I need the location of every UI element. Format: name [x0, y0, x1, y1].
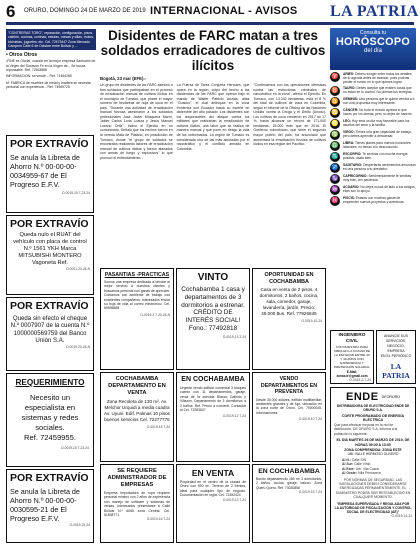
ad-body: Urgente vendo edificio comercial 3 bloques cuento con 11 departamentos, garaje, cerca de la avenida Blanco Galindo y Villazón. Departamento de 3 dormitorios a 2 baños. Ref. Precio a convenir. Contactar al Cel. 72283847 — [180, 386, 246, 413]
street-name: Villa Primavera — [357, 471, 381, 476]
ad-ref: O-0001-23-24-N — [65, 266, 90, 271]
lost-notice-title: POR EXTRAVÍO — [10, 138, 89, 150]
sign-name: LIBRA: — [343, 140, 355, 145]
lost-notice-box — [6, 469, 94, 543]
ad-ref: O-0019-13 2-24 — [222, 334, 246, 339]
street-dir: Al Este: — [342, 466, 355, 471]
ende-streets — [342, 458, 412, 476]
requirement-box — [6, 373, 94, 467]
ad-ref: O-0019-23-24 — [69, 522, 90, 527]
requirement-title: REQUERIMIENTO — [15, 378, 85, 387]
lost-notice-body: Queda nulo el RUAT del vehículo con placa de control N.º 1561 YKH Marca MITSUBISHI MONTERO Vagoneta Ref. — [13, 231, 87, 266]
ad-title: VENDO DEPARTAMENTOS EN PREVENTA — [260, 376, 318, 395]
lost-notice-title: POR EXTRAVÍO — [10, 218, 89, 230]
sign-text: Una persona que te quiere vendrá a ti con una propuesta muy interesante. — [343, 96, 415, 105]
street-name: Urb. Vila Cusuri — [355, 466, 380, 471]
ende-footer: POR NORMAS DE SEGURIDAD, LAS INSTALACIONES DEBEN CONSIDERARSE ENERGIZADAS PERMANENTEMENTE. EL SUMINISTRO PODRÁ SER RESTABLECIDO EN CUALQUIER MOMENTO. — [335, 477, 411, 500]
lost-notice-body: Se anula la Libreta de Ahorro N.º 00-00-00-0030595-21 de El Progreso E.F.V. — [10, 486, 80, 523]
ende-logo-text: ENDE — [346, 391, 379, 403]
horoscope-banner-bottom: del día — [363, 48, 382, 54]
article-dateline: Bogotá, 23 mar (EFE).- — [100, 76, 147, 81]
classified-ad: INFORMACION: se vende... Ref. 71464285 — [6, 74, 72, 79]
street-dir: Al Sur: — [342, 462, 354, 467]
ad-body: Somos una empresa dedicada a brindar el mejor servicio a nuestros clientes y buscamos personal con ganas de aprender. Contamos con ambiente de trabajo con excelentes compañeros. Interesados enviar su hoja de vida al correo electrónico. Cel. 69595888 — [104, 280, 170, 311]
ad-ref: O-0019-2-7-24 — [349, 378, 371, 382]
lost-notice-box — [6, 135, 94, 213]
horoscope-banner — [330, 28, 416, 70]
lost-notice-title: POR EXTRAVÍO — [10, 472, 89, 484]
ende-intro: Que para efectuar mejoras en la red de distribución, DE ORURO S.A. informa a la población lo siguiente: — [334, 423, 398, 436]
aquarius-icon: ♒ — [331, 186, 339, 193]
libra-icon: ♎ — [331, 142, 339, 149]
job-ad-engineer — [330, 330, 374, 384]
article-column: Un grupo de disidentes de las FARC asesinó a tres soldados que participaban en el proceso de erradicación manual de cultivos ilícitos en el municipio de Tumaco, que posee el mayor número de hectáreas de hoja de coca en el país. "Durante una actividad de erradicación manual forzosa asesinaron a los soldados profesionales José Javier Mosquera Marín, Jaider Carlos Luna Loaiza y Jesús Manuel Lozano Ortiz", indicó el Ejército en un comunicado. Señaló que los hechos fueron en la vereda Mata de Plátano, en jurisdicción de Tumaco, donde "el grupo de soldados se encontraba realizando labores de erradicación manual de cultivos ilícitos y fueron atacados con armas de fuego y explosivos" lo que provocó el enfrentamiento. — [100, 83, 173, 160]
horoscope-sign — [330, 72, 416, 85]
scorpio-icon: ♏ — [331, 153, 339, 160]
ad-body: Cochabamba 1 casa y departamentos de 3 dormitorios a estrenar. CRÉDITO DE INTERÉS SOCIAL! Fono.: 77492818 — [181, 286, 245, 332]
sign-text: Debes aceptar que existen cosas que no están en tu control. No pierdas tus energías. — [343, 85, 413, 94]
ad-ref: O-0019-15 7-23-24 — [60, 446, 89, 450]
ad-title: VINTO — [197, 272, 229, 283]
horoscope-sign — [330, 174, 416, 184]
horoscope-sign — [330, 108, 416, 118]
classifieds-top — [6, 29, 96, 133]
ad-body: Desde 30.000 dólares, edificio multifamiliar, ambientes grandes y de lujo, ubicación en la zona norte de Oruro. Cel. 70000045. Informaciones. — [256, 397, 322, 415]
lost-notice-box — [6, 297, 94, 371]
ende-slogan: "EMPRESA SUPERVISADA Y REGULADA POR LA AUTORIDAD DE FISCALIZACIÓN Y CONTROL SOCIAL DE ELECTRICIDAD (AE)" — [334, 501, 412, 515]
lost-notice-body: Se anula la Libreta de Ahorro N.º 00-00-00-0034959-67 de El Progreso E.F.V. — [10, 152, 80, 189]
sign-text: Sentimentalmente te sentirás muy bien, ten paciencia. — [343, 173, 412, 182]
advertise-brand: LA PATRIA — [382, 362, 410, 380]
street-name: Calle Vinto — [354, 462, 371, 467]
classified-box — [176, 464, 250, 543]
taurus-icon: ♉ — [331, 87, 339, 94]
ad-body: Empresa importadora de ropa requiere personal mínimo con 2 años de experiencia con manejo de software y sistemas de ventas. Interesados presentarse a Calle Bolívar N.º 6066 zona Central. Cel. 61838771 — [104, 491, 170, 518]
advertise-box — [376, 330, 416, 384]
street-dir: Al Oeste: — [342, 471, 357, 476]
classified-ad: "CONTRERAS TORO", reparación, configuración, pisos, calefón, cocinas, cortinas, estufas, mesas y sillas, motos, bicicletas, juguetes, etc. Cel. 72473447 Zona Mercado Campero Calle 6 de Octubre entre Bolívar y ... — [6, 29, 96, 50]
horoscope-signs-list — [330, 72, 416, 206]
classified-box — [100, 372, 174, 462]
classified-box — [252, 268, 326, 370]
advertise-line: NEGOCIO, EMPRESA — [387, 344, 405, 353]
ende-date: EL DÍA MARTES 26 DE MARZO DE 2019, DE HORAS 09:00 A 13:00 — [336, 438, 410, 447]
newspaper-logo: LA PATRIA — [330, 3, 419, 20]
ende-notice-title: CORTE PROGRAMADO DE ENERGÍA ELÉCTRICA — [341, 414, 405, 422]
horoscope-sign — [330, 97, 416, 107]
ad-ref: O-0019-16 7-24 — [146, 517, 170, 522]
ad-ref: O-0019-15 7-23-24 — [61, 190, 90, 195]
ad-body: CON MAESTRÍA PARA OBRA EN LA CIUDAD DE LA PAZ EDAD ENTRE 30 Y 40 AÑOS CON EXPERIENCIA Y PRETENSIÓN SALARIAL — [333, 345, 371, 369]
ad-ref: O-0019-23-24-N — [65, 344, 90, 349]
requirement-ref: Ref. 72459955. — [24, 433, 76, 442]
sign-text: No todo el mundo aprecia lo que haces por los demás, pero no dejes de hacerlo. — [343, 107, 413, 116]
classified-box — [176, 372, 250, 462]
page-number: 6 — [6, 2, 16, 21]
cancer-icon: ♋ — [331, 109, 339, 116]
section-title: INTERNACIONAL - AVISOS — [150, 5, 298, 17]
classified-box — [100, 464, 174, 543]
horoscope-sign — [330, 130, 416, 140]
sign-text: Estarás con muchas ganas de emprender nuevos proyectos y aventuras. — [343, 195, 405, 204]
horoscope-sign — [330, 163, 416, 173]
article-column: La Fuerza de Tarea Conjunta Hércules, que opera en la región, culpó del hecho a las disidencias de las FARC que operan bajo el mando de Walter Patricio Arizala, alias "Guacho", el cual delinquía en la zona fronteriza con Ecuador hasta su muerte en diciembre del año pasado. Los disidentes son los responsables del ataque contra los militares que realizaban la erradicación de cultivos ilícitos, una labor que se realiza de manera manual y que pone en riesgo la vida de los uniformados. La región de Tumaco es considerada una de las más afectadas por el narcotráfico y el conflicto armado en Colombia. — [176, 83, 250, 151]
ad-ref: O-0019-14-24 — [391, 514, 412, 519]
street-name: Calle S/N — [351, 458, 367, 463]
sign-text: Despertarás sentimientos amorosos en una persona a tu alrededor. — [343, 162, 416, 171]
ende-zone: ZONA COMPRENDIDA: ZONA ESTE — [344, 448, 402, 453]
article-headline: Disidentes de FARC matan a tres soldados erradicadores de cultivos ilícitos — [100, 28, 326, 73]
street-dir: Al N.: — [342, 458, 351, 463]
lost-notice-body: Queda sin efecto el cheque N.º 0007907 de la cuenta N.º 1000000569759 del Banco Unión S.A. — [10, 314, 90, 345]
requirement-body: Necesito un especialista en sistemas y redes sociales. — [21, 393, 79, 432]
aries-icon: ♈ — [331, 74, 339, 80]
ad-title: OPORTUNIDAD EN COCHABAMBA — [264, 272, 314, 285]
ad-body: Propiedad en el centro de la ciudad de Oruro con 900 m². Terreno de 2 frentes, ideal para cualquier tipo de negocio. Documentación en regla. Cel. 72452424 — [180, 480, 246, 498]
horoscope-panel — [330, 28, 416, 328]
classified-section-label: • Otros Otros — [6, 52, 38, 59]
ad-ref: O-0019-13 7-24 — [222, 497, 246, 502]
sign-text: Tienes una gran capacidad de trabajo, pero debes aprender a descansar. — [343, 129, 412, 138]
sign-name: VIRGO: — [343, 129, 355, 134]
ad-title: EN VENTA — [191, 468, 235, 478]
sign-name: TAURO: — [343, 85, 356, 90]
ad-title: COCHABAMBA DEPARTAMENTO EN VENTA — [108, 376, 166, 396]
leo-icon: ♌ — [331, 120, 339, 127]
classified-box — [252, 372, 326, 462]
ende-logo-sub: DEORURO — [381, 395, 400, 399]
ad-ref: O-0019-12 7-24 — [222, 414, 246, 419]
ad-title: SE REQUIERE ADMINISTRADOR DE EMPRESAS — [107, 468, 167, 488]
ad-title: INGENIERO CIVIL — [338, 333, 366, 344]
page-date: ORURO, DOMINGO 24 DE MARZO DE 2019 — [24, 8, 146, 14]
horoscope-banner-title: HORÓSCOPO — [335, 36, 411, 48]
sign-text: Debes recoger entre todos los detalles de tu agenda antes de avanzar, pues podrías perder el rumbo en lo que quieres lograr. — [343, 72, 412, 85]
ad-ref: O-0019-15 7-24 — [146, 425, 170, 429]
horoscope-sign — [330, 185, 416, 195]
header-rule — [6, 22, 414, 25]
lost-notice-title: POR EXTRAVÍO — [10, 300, 89, 312]
horoscope-sign — [330, 152, 416, 162]
ad-ref: O-0019-10 7-24 — [298, 417, 322, 422]
gemini-icon: ♊ — [331, 98, 339, 105]
capricorn-icon: ♑ — [331, 175, 339, 182]
sign-name: ARIES: — [343, 72, 355, 76]
ende-company: DISTRIBUIDORA DE ELECTRICIDAD ENDE DE ORURO S.A. — [336, 404, 410, 412]
advertise-line: EN EL PERIÓDICO — [380, 354, 412, 358]
sign-name: ESCORPIO: — [343, 151, 362, 156]
ad-ref: O-0019-2 7-23-24-N — [140, 312, 170, 317]
sign-name: SAGITARIO: — [343, 162, 363, 167]
lost-notice-box — [6, 215, 94, 295]
sagittarius-icon: ♐ — [331, 164, 339, 171]
sign-name: ACUARIO: — [343, 184, 360, 189]
classified-box — [176, 268, 250, 370]
page-header — [0, 0, 420, 26]
classified-ad: ¡FINE es Gloria!, cuando en la mejor empresa Santuario de la Virgen del Socavón Fe en la Virgen de... Se busca reponsable. Ref. 72463886 — [6, 59, 96, 72]
advertise-line: ANUNCIE SUS SERVICIOS, — [384, 334, 408, 343]
ad-body: Casa en venta de 2 pisos, 4 dormitorios, 2 baños, cocina, sala, comedor, garaje, lavandería, jardín. Precio: 45.000 $us. Ref. 77926845 — [259, 287, 319, 316]
ad-email: E-Mail: zonas.tr@gmail.com — [336, 370, 368, 378]
sign-name: GÉMINIS: — [343, 96, 359, 101]
power-outage-notice — [330, 387, 416, 543]
article-column: "Continuamos con las operaciones ofensivas contra las estructuras criminales de narcotráfico en la zona", afirmó el Ejército. En Tumaco, con 13.342 hectáreas, está el 8 % del total de cultivos de coca en Colombia, según el Informe de la Oficina de las Naciones Unidas contra la Droga y el Delito (Unodc). Los cultivos de coca crecieron en 2017 un 17 %, hasta alcanzar un récord de 171.000 hectáreas, 25.000 más que en 2016. El Gobierno colombiano, que tiene el segundo mayor puerto del país, ha anunciado que aumentará la erradicación forzosa de cultivos ilícitos en esa región del Pacífico. — [253, 83, 326, 147]
horoscope-sign — [330, 141, 416, 151]
ad-title: EN COCHABAMBA — [258, 468, 320, 475]
ad-title: PASANTIAS -PRACTICAS — [104, 272, 170, 278]
horoscope-sign — [330, 86, 416, 96]
sign-name: LEO: — [343, 118, 351, 123]
classified-ad: M: FABRICA de muebles de metal y madera se necesita personal con experiencia... Ref. 74969725 — [6, 80, 91, 90]
sign-name: PISCIS: — [343, 195, 355, 200]
ende-site: UBI: VALLE HERMOSO OLIVERO — [347, 452, 399, 457]
sign-text: Tienes planes para nuevos horizontes laborales, no temas a lo desconocido. — [343, 140, 411, 149]
sign-name: CÁNCER: — [343, 107, 359, 112]
pisces-icon: ♓ — [331, 197, 339, 204]
ad-body: Zona Recoleta de 130 m². Av. Melchor Urquidi a media cuadra Av. Uyuni. Edif. Palmas 10 pisos buenos servicios Cel. 72277776 — [104, 399, 170, 422]
classified-box — [252, 464, 326, 543]
sign-text: Hoy será un día muy favorable para los asuntos del amor y la familia. — [343, 118, 410, 127]
ad-body: Bonito departamento 180 m² 3 dormitorios, 2 baños, cocina, garaje, balcón. Zona Queru Queru. Ref. 73030856 — [256, 477, 322, 490]
horoscope-sign — [330, 119, 416, 129]
ad-ref: O-0019-10-24 — [301, 319, 322, 323]
horoscope-banner-top: Consulta tu — [359, 30, 387, 36]
ad-ref: O-0019-15 7-24 — [298, 490, 322, 495]
virgo-icon: ♍ — [331, 131, 339, 138]
ad-title: EN COCHABAMBA — [181, 376, 245, 383]
sign-text: Te sentirás con mucha energía positiva, úsala bien. — [343, 151, 408, 160]
sign-name: CAPRICORNIO: — [343, 173, 368, 178]
classified-box — [100, 268, 174, 370]
horoscope-sign — [330, 196, 416, 206]
ende-logo — [334, 391, 412, 403]
street-row — [342, 471, 412, 475]
news-article — [100, 28, 326, 268]
sign-text: No dejes nunca de lado a tus amigos, ellos son tu apoyo. — [343, 184, 416, 193]
